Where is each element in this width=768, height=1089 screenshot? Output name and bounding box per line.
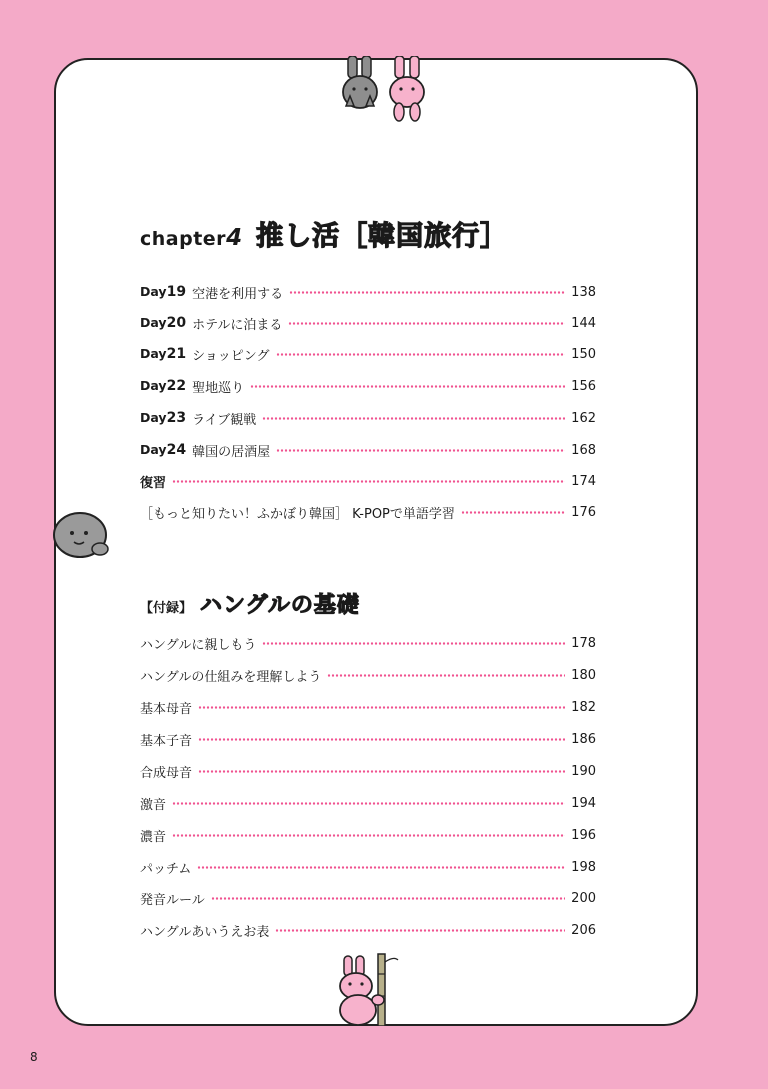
toc-entry-title: ライブ観戦: [192, 412, 257, 428]
dot-leader: [461, 511, 565, 514]
dot-leader: [172, 802, 565, 805]
toc-entry-title: ハングルの仕組みを理解しよう: [140, 669, 322, 685]
toc-entry[interactable]: [140, 696, 596, 718]
toc-page-number: 200: [571, 890, 596, 906]
toc-entry-title: 聖地巡り: [192, 380, 245, 396]
toc-entry-title: ハングルに親しもう: [140, 637, 257, 653]
dot-leader: [276, 353, 566, 356]
toc-entry[interactable]: [140, 856, 596, 878]
toc-entry[interactable]: [140, 312, 596, 334]
hanging-rabbit-icon: [384, 56, 430, 122]
toc-page-number: 206: [571, 922, 596, 938]
dot-leader: [172, 834, 565, 837]
toc-entry[interactable]: [140, 470, 596, 492]
toc-page-number: 174: [571, 473, 596, 489]
toc-page-number: 162: [571, 410, 596, 426]
toc-entry[interactable]: [140, 919, 596, 941]
toc-page-number: 180: [571, 667, 596, 683]
dot-leader: [172, 480, 565, 483]
dot-leader: [198, 770, 565, 773]
toc-page-number: 186: [571, 731, 596, 747]
toc-entry-title: ［もっと知りたい！ふかぼり韓国］ K-POPで単語学習: [140, 506, 455, 522]
toc-entry-title: 合成母音: [140, 765, 193, 781]
toc-entry[interactable]: [140, 281, 596, 303]
page-number: 8: [30, 1050, 38, 1064]
toc-day: Day23: [140, 410, 187, 426]
toc-entry[interactable]: [140, 664, 596, 686]
toc-entry-title: ハングルあいうえお表: [140, 924, 270, 940]
toc-entry-title: 基本子音: [140, 733, 193, 749]
toc-entry-title: 韓国の居酒屋: [192, 444, 271, 460]
toc-page-number: 138: [571, 284, 596, 300]
toc-entry[interactable]: [140, 760, 596, 782]
dot-leader: [289, 291, 565, 294]
rabbit-bamboo-icon: [332, 952, 406, 1026]
toc-entry-title: 基本母音: [140, 701, 193, 717]
dot-leader: [211, 897, 565, 900]
dot-leader: [276, 449, 565, 452]
toc-entry[interactable]: [140, 343, 596, 365]
toc-day: Day19: [140, 284, 187, 300]
toc-entry-title: 復習: [140, 475, 167, 491]
content-card: [54, 58, 698, 1026]
toc-entry-title: パッチム: [140, 861, 192, 877]
dot-leader: [275, 929, 565, 932]
toc-entry[interactable]: [140, 792, 596, 814]
toc-page-number: 178: [571, 635, 596, 651]
toc-page-number: 150: [571, 346, 596, 362]
toc-entry[interactable]: [140, 407, 596, 429]
toc-day: Day24: [140, 442, 187, 458]
chapter-label: chapter: [140, 228, 227, 250]
toc-entry-title: 激音: [140, 797, 167, 813]
appendix-title: ハングルの基礎: [200, 593, 360, 618]
hanging-cat-icon: [338, 56, 382, 116]
toc-page-number: 190: [571, 763, 596, 779]
toc-page-number: 176: [571, 504, 596, 520]
toc-entry-title: ホテルに泊まる: [192, 317, 283, 333]
toc-entry[interactable]: [140, 632, 596, 654]
dot-leader: [198, 738, 565, 741]
dot-leader: [262, 642, 565, 645]
toc-page-number: 194: [571, 795, 596, 811]
toc-day: Day22: [140, 378, 187, 394]
toc-day: Day20: [140, 315, 187, 331]
toc-entry-title: 空港を利用する: [192, 286, 284, 302]
toc-entry[interactable]: [140, 375, 596, 397]
toc-page-number: 196: [571, 827, 596, 843]
toc-entry[interactable]: [140, 501, 596, 523]
toc-page-number: 168: [571, 442, 596, 458]
dot-leader: [198, 706, 565, 709]
chapter-number: 4: [226, 225, 243, 251]
toc-page-number: 156: [571, 378, 596, 394]
chapter-title: 推し活［韓国旅行］: [256, 221, 509, 252]
toc-page-number: 198: [571, 859, 596, 875]
toc-page-number: 144: [571, 315, 596, 331]
toc-entry-title: 濃音: [140, 829, 167, 845]
appendix-label: 【付録】: [140, 601, 193, 616]
dot-leader: [197, 866, 565, 869]
toc-day: Day21: [140, 346, 187, 362]
appendix-heading: [140, 588, 360, 619]
toc-entry[interactable]: [140, 728, 596, 750]
toc-entry-title: 発音ルール: [140, 892, 205, 908]
toc-entry[interactable]: [140, 824, 596, 846]
toc-entry-title: ショッピング: [192, 348, 270, 364]
toc-page-number: 182: [571, 699, 596, 715]
toc-entry[interactable]: [140, 439, 596, 461]
peeking-cat-icon: [50, 505, 112, 563]
chapter-heading: [140, 214, 508, 250]
dot-leader: [327, 674, 565, 677]
dot-leader: [250, 385, 565, 388]
toc-entry[interactable]: [140, 887, 596, 909]
dot-leader: [288, 322, 565, 325]
dot-leader: [262, 417, 565, 420]
